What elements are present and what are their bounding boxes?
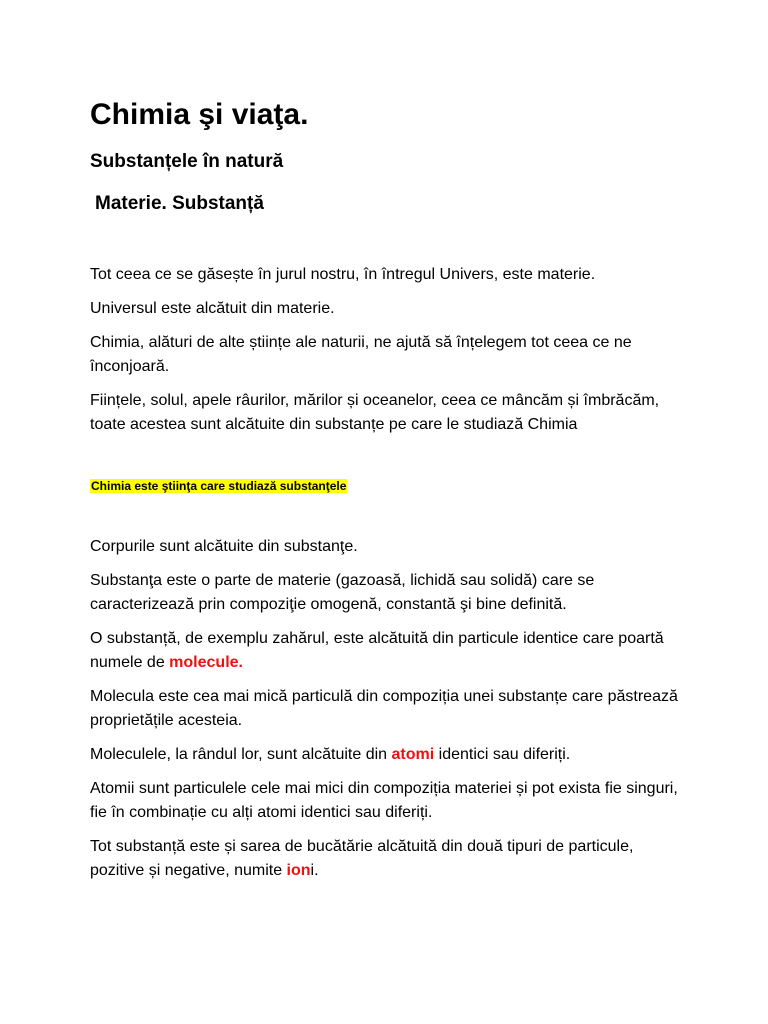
paragraph-substances-everywhere: Ființele, solul, apele râurilor, mărilor și oceanelor, ceea ce mâncăm și îmbrăcăm, toate acestea sunt alcătuite din substanțe pe care le studiază Chimia [90, 392, 660, 433]
paragraph-bodies: Corpurile sunt alcătuite din substanţe. [90, 538, 358, 555]
paragraph-atoms-text: Moleculele, la rândul lor, sunt alcătuite din [90, 746, 392, 763]
highlighted-definition [90, 477, 347, 495]
paragraph-universe-matter: Universul este alcătuit din materie. [90, 300, 335, 317]
page-title: Chimia şi viaţa. [90, 98, 309, 131]
term-molecule: molecule. [169, 654, 243, 671]
paragraph-ions-text: Tot substanță este și sarea de bucătărie alcătuită din două tipuri de particule, pozitive și negative, numite [90, 838, 634, 879]
paragraph-chemistry-role: Chimia, alături de alte științe ale naturii, ne ajută să înțelegem tot ceea ce ne înconjoară. [90, 334, 632, 375]
paragraph-atoms-tail: identici sau diferiți. [434, 746, 571, 763]
paragraph-molecules-text: O substanță, de exemplu zahărul, este alcătuită din particule identice care poartă numele de [90, 630, 664, 671]
section-subtitle-secondary: Materie. Substanță [95, 193, 264, 214]
paragraph-molecules [90, 627, 680, 675]
paragraph-substance-definition: Substanţa este o parte de materie (gazoasă, lichidă sau solidă) care se caracterizează prin compoziţie omogenă, constantă şi bine definită. [90, 572, 595, 613]
section-subtitle: Substanțele în natură [90, 151, 284, 172]
paragraph-molecule-definition: Molecula este cea mai mică particulă din compoziția unei substanțe care păstrează proprietățile acesteia. [90, 688, 678, 729]
paragraph-universe: Tot ceea ce se găsește în jurul nostru, în întregul Univers, este materie. [90, 266, 596, 283]
term-ion: ion [286, 862, 311, 879]
paragraph-atoms [90, 743, 680, 767]
paragraph-ions-tail: . [314, 862, 319, 879]
term-ion-suffix: i [310, 862, 315, 879]
paragraph-ions [90, 835, 680, 883]
highlighted-definition-text: Chimia este ştiinţa care studiază substanţele [91, 479, 347, 493]
paragraph-atom-definition: Atomii sunt particulele cele mai mici din compoziția materiei și pot exista fie singuri, fie în combinație cu alți atomi identici sau diferiți. [90, 780, 678, 821]
term-atoms: atomi [391, 746, 435, 763]
